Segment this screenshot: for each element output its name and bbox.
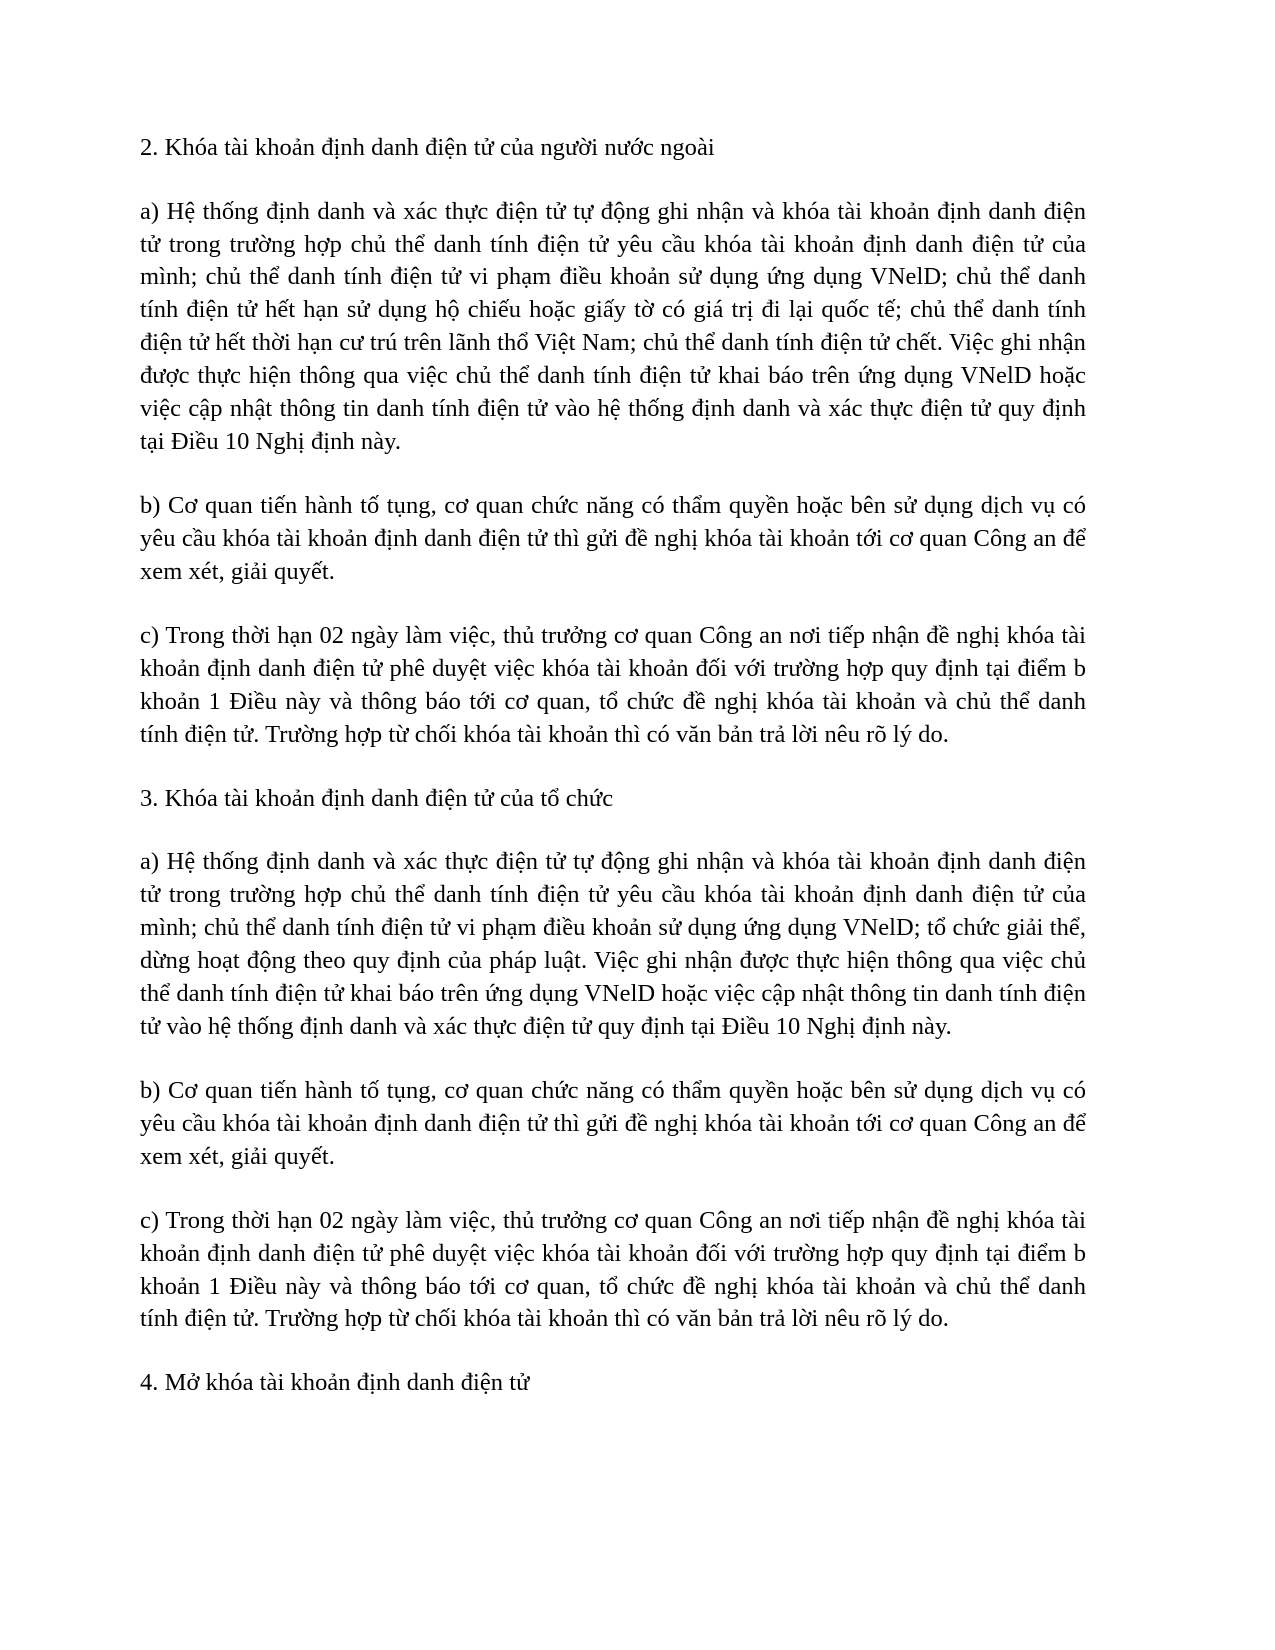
section-heading-3: 3. Khóa tài khoản định danh điện tử của tổ chức	[140, 784, 614, 812]
paragraph-section-3-a: a) Hệ thống định danh và xác thực điện tử tự động ghi nhận và khóa tài khoản định danh điện tử trong trường hợp chủ thể danh tính điện tử yêu cầu khóa tài khoản định danh điện tử của mình; chủ thể danh tính điện tử vi phạm điều khoản sử dụng ứng dụng VNelD; tổ chức giải thể, dừng hoạt động theo quy định của pháp luật. Việc ghi nhận được thực hiện thông qua việc chủ thể danh tính điện tử khai báo trên ứng dụng VNelD hoặc việc cập nhật thông tin danh tính điện tử vào hệ thống định danh và xác thực điện tử quy định tại Điều 10 Nghị định này.	[140, 848, 1086, 1040]
paragraph-section-2-a: a) Hệ thống định danh và xác thực điện tử tự động ghi nhận và khóa tài khoản định danh điện tử trong trường hợp chủ thể danh tính điện tử yêu cầu khóa tài khoản định danh điện tử của mình; chủ thể danh tính điện tử vi phạm điều khoản sử dụng ứng dụng VNelD; chủ thể danh tính điện tử hết hạn sử dụng hộ chiếu hoặc giấy tờ có giá trị đi lại quốc tế; chủ thể danh tính điện tử hết thời hạn cư trú trên lãnh thổ Việt Nam; chủ thể danh tính điện tử chết. Việc ghi nhận được thực hiện thông qua việc chủ thể danh tính điện tử khai báo trên ứng dụng VNelD hoặc việc cập nhật thông tin danh tính điện tử vào hệ thống định danh và xác thực điện tử quy định tại Điều 10 Nghị định này.	[140, 197, 1086, 456]
document-body	[140, 132, 1086, 1400]
section-heading-4: 4. Mở khóa tài khoản định danh điện tử	[140, 1369, 530, 1397]
paragraph-section-2-b: b) Cơ quan tiến hành tố tụng, cơ quan chức năng có thẩm quyền hoặc bên sử dụng dịch vụ có yêu cầu khóa tài khoản định danh điện tử thì gửi đề nghị khóa tài khoản tới cơ quan Công an để xem xét, giải quyết.	[140, 492, 1086, 585]
paragraph-section-2-c: c) Trong thời hạn 02 ngày làm việc, thủ trưởng cơ quan Công an nơi tiếp nhận đề nghị khóa tài khoản định danh điện tử phê duyệt việc khóa tài khoản đối với trường hợp quy định tại điểm b khoản 1 Điều này và thông báo tới cơ quan, tổ chức đề nghị khóa tài khoản và chủ thể danh tính điện tử. Trường hợp từ chối khóa tài khoản thì có văn bản trả lời nêu rõ lý do.	[140, 621, 1086, 748]
paragraph-section-3-c: c) Trong thời hạn 02 ngày làm việc, thủ trưởng cơ quan Công an nơi tiếp nhận đề nghị khóa tài khoản định danh điện tử phê duyệt việc khóa tài khoản đối với trường hợp quy định tại điểm b khoản 1 Điều này và thông báo tới cơ quan, tổ chức đề nghị khóa tài khoản và chủ thể danh tính điện tử. Trường hợp từ chối khóa tài khoản thì có văn bản trả lời nêu rõ lý do.	[140, 1206, 1086, 1333]
paragraph-section-3-b: b) Cơ quan tiến hành tố tụng, cơ quan chức năng có thẩm quyền hoặc bên sử dụng dịch vụ có yêu cầu khóa tài khoản định danh điện tử thì gửi đề nghị khóa tài khoản tới cơ quan Công an để xem xét, giải quyết.	[140, 1076, 1086, 1170]
section-heading-2: 2. Khóa tài khoản định danh điện tử của người nước ngoài	[140, 134, 715, 161]
